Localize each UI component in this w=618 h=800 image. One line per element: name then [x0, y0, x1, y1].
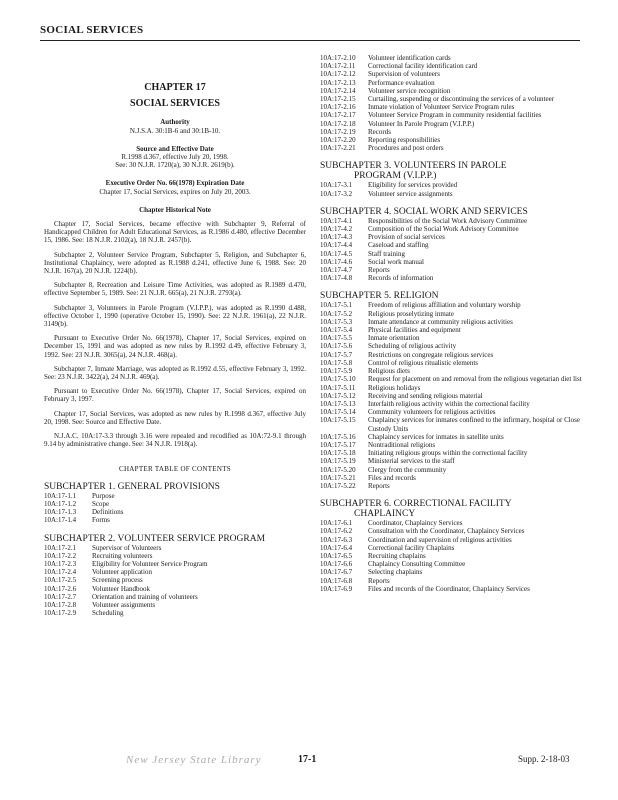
section-title: Religious holidays	[368, 383, 421, 392]
toc-entry	[320, 457, 584, 465]
section-title: Volunteer Handbook	[92, 584, 150, 593]
toc-entry	[44, 552, 306, 560]
section-number: 10A:17-2.9	[44, 609, 77, 618]
section-title: Records	[368, 127, 391, 136]
section-number: 10A:17-1.4	[44, 516, 77, 525]
toc-entry	[44, 568, 306, 576]
section-number: 10A:17-2.5	[44, 576, 77, 585]
section-title: Eligibility for services provided	[368, 181, 458, 190]
source-text-2: See: 30 N.J.R. 1720(a), 30 N.J.R. 2619(b).	[115, 161, 235, 170]
history-paragraph: N.J.A.C. 10A:17-3.3 through 3.16 were repealed and recodified as 10A:72-9.1 through 9.14 by administrative change. See: 34 N.J.R. 1918(a).	[44, 432, 306, 449]
subchapter-4-list	[320, 217, 584, 283]
supplement-date: Supp. 2-18-03	[518, 754, 570, 764]
toc-entry	[320, 351, 584, 359]
subchapter-5-list	[320, 301, 584, 490]
toc-entry	[320, 519, 584, 527]
toc-entry	[44, 560, 306, 568]
section-number: 10A:17-4.6	[320, 257, 353, 266]
toc-entry	[320, 301, 584, 309]
section-number: 10A:17-5.14	[320, 408, 356, 417]
history-paragraph: Subchapter 7, Inmate Marriage, was adopted as R.1992 d.55, effective February 3, 1992. See: 23 N.J.R. 3422(a), 24 N.J.R. 469(a).	[44, 364, 306, 382]
section-title: Files and records of the Coordinator, Chaplaincy Services	[368, 584, 530, 593]
toc-entry	[320, 225, 584, 233]
section-number: 10A:17-6.8	[320, 576, 353, 585]
section-number: 10A:17-5.7	[320, 350, 353, 359]
section-number: 10A:17-4.8	[320, 274, 353, 283]
section-number: 10A:17-5.9	[320, 367, 353, 376]
toc-entry	[320, 568, 584, 576]
section-number: 10A:17-2.8	[44, 600, 77, 609]
toc-entry	[320, 416, 584, 432]
toc-entry	[320, 190, 584, 198]
section-number: 10A:17-6.7	[320, 568, 353, 577]
section-title: Coordination and supervision of religious activities	[368, 535, 512, 544]
toc-entry	[44, 585, 306, 593]
section-number: 10A:17-4.1	[320, 216, 353, 225]
section-number: 10A:17-2.20	[320, 136, 356, 145]
toc-entry	[320, 111, 584, 119]
section-number: 10A:17-2.1	[44, 543, 77, 552]
section-number: 10A:17-6.3	[320, 535, 353, 544]
subchapter-2-continued-list	[320, 54, 584, 152]
section-title: Clergy from the community	[368, 465, 447, 474]
toc-entry	[320, 103, 584, 111]
section-number: 10A:17-5.1	[320, 301, 353, 310]
subchapter-6-title-line2: CHAPLAINCY	[354, 509, 416, 520]
section-title: Volunteer Service Program in community residential facilities	[368, 111, 542, 120]
section-title: Supervision of volunteers	[368, 70, 440, 79]
section-title: Receiving and sending religious material	[368, 391, 483, 400]
section-number: 10A:17-4.4	[320, 241, 353, 250]
right-column	[320, 54, 584, 593]
section-title: Eligibility for Volunteer Service Program	[92, 559, 208, 568]
section-title: Records of information	[368, 274, 434, 283]
section-number: 10A:17-6.1	[320, 519, 353, 528]
toc-entry	[320, 120, 584, 128]
section-number: 10A:17-4.7	[320, 266, 353, 275]
subchapter-3-title-line2: PROGRAM (V.I.P.P.)	[354, 171, 437, 182]
subchapter-6-title	[320, 499, 584, 519]
toc-entry	[44, 508, 306, 516]
section-title: Religious proselytizing inmate	[368, 309, 454, 318]
section-title: Religious diets	[368, 367, 410, 376]
section-title: Curtailing, suspending or discontinuing the services of a volunteer	[368, 95, 555, 104]
section-number: 10A:17-5.11	[320, 383, 356, 392]
toc-entry	[320, 367, 584, 375]
section-title: Scope	[92, 499, 110, 508]
section-number: 10A:17-2.6	[44, 584, 77, 593]
history-paragraph: Pursuant to Executive Order No. 66(1978), Chapter 17, Social Services, expired on December 15, 1991 and was adopted as new rules by R.1992 d.49, effective February 3, 1992. See: 23 N.J.R. 3065(a), 24 N.J.R. 468(a).	[44, 334, 306, 359]
toc-entry	[320, 359, 584, 367]
section-number: 10A:17-5.22	[320, 481, 356, 490]
subchapter-6-list	[320, 519, 584, 593]
section-title: Volunteer service assignments	[368, 189, 453, 198]
toc-entry	[320, 342, 584, 350]
toc-entry	[320, 136, 584, 144]
chapter-title: CHAPTER 17	[144, 82, 206, 93]
section-title: Orientation and training of volunteers	[92, 592, 198, 601]
section-title: Community volunteers for religious activities	[368, 408, 496, 417]
section-number: 10A:17-2.18	[320, 119, 356, 128]
toc-entry	[320, 544, 584, 552]
section-number: 10A:17-3.2	[320, 189, 353, 198]
section-title: Ministerial services to the staff	[368, 457, 455, 466]
section-title: Nontraditional religions	[368, 440, 436, 449]
section-number: 10A:17-5.17	[320, 440, 356, 449]
subchapter-6-title-line1: SUBCHAPTER 6. CORRECTIONAL FACILITY	[320, 499, 512, 510]
source-heading: Source and Effective Date	[136, 144, 214, 153]
toc-entry	[320, 334, 584, 342]
section-title: Volunteer In Parole Program (V.I.P.P.)	[368, 119, 475, 128]
section-title: Volunteer identification cards	[368, 54, 451, 62]
toc-entry	[320, 577, 584, 585]
toc-entry	[320, 79, 584, 87]
section-number: 10A:17-5.15	[320, 416, 356, 425]
section-title: Volunteer service recognition	[368, 86, 451, 95]
section-title: Correctional facility Chaplains	[368, 543, 455, 552]
section-number: 10A:17-2.13	[320, 78, 356, 87]
section-title: Scheduling	[92, 609, 124, 618]
toc-entry	[44, 609, 306, 617]
subchapter-3-list	[320, 181, 584, 197]
toc-entry	[320, 536, 584, 544]
toc-entry	[320, 384, 584, 392]
toc-entry	[320, 585, 584, 593]
toc-entry	[44, 576, 306, 584]
toc-entry	[320, 433, 584, 441]
section-title: Inmate violation of Volunteer Service Program rules	[368, 103, 515, 112]
toc-entry	[320, 54, 584, 62]
section-title: Responsibilities of the Social Work Advisory Committee	[368, 216, 528, 225]
section-title: Inmate orientation	[368, 334, 420, 343]
subchapter-2-title: SUBCHAPTER 2. VOLUNTEER SERVICE PROGRAM	[44, 533, 266, 544]
section-title: Request for placement on and removal from the religious vegetarian diet list	[368, 375, 582, 384]
section-title: Files and records	[368, 473, 416, 482]
toc-entry	[320, 474, 584, 482]
section-title: Selecting chaplains	[368, 568, 423, 577]
toc-entry	[320, 266, 584, 274]
section-number: 10A:17-2.15	[320, 95, 356, 104]
section-number: 10A:17-5.5	[320, 334, 353, 343]
section-number: 10A:17-6.9	[320, 584, 353, 593]
subchapter-3-title	[320, 161, 584, 181]
toc-entry	[44, 601, 306, 609]
toc-entry	[320, 274, 584, 282]
section-number: 10A:17-5.13	[320, 399, 356, 408]
subchapter-1-list	[44, 492, 306, 525]
section-title: Provision of social services	[368, 233, 445, 242]
toc-entry	[320, 95, 584, 103]
toc-entry	[320, 466, 584, 474]
left-column	[44, 54, 306, 617]
toc-entry	[320, 449, 584, 457]
toc-entry	[44, 500, 306, 508]
section-number: 10A:17-4.3	[320, 233, 353, 242]
section-number: 10A:17-6.4	[320, 543, 353, 552]
running-header: SOCIAL SERVICES	[40, 24, 144, 36]
library-stamp: New Jersey State Library	[126, 754, 262, 766]
section-number: 10A:17-4.2	[320, 225, 353, 234]
section-number: 10A:17-2.14	[320, 86, 356, 95]
history-paragraph: Subchapter 3, Volunteers in Parole Program (V.I.P.P.), was adopted as R.1990 d.488, effective October 1, 1990 (operative October 15, 1990). See: 22 N.J.R. 1961(a), 22 N.J.R. 3149(b).	[44, 303, 306, 329]
toc-entry	[320, 318, 584, 326]
section-title: Procedures and post orders	[368, 144, 444, 153]
toc-entry	[320, 217, 584, 225]
authority-heading: Authority	[160, 118, 190, 127]
section-number: 10A:17-1.2	[44, 499, 77, 508]
section-number: 10A:17-2.2	[44, 551, 77, 560]
eo-heading: Executive Order No. 66(1978) Expiration Date	[105, 179, 245, 188]
section-title: Inmate attendance at community religious activities	[368, 317, 513, 326]
history-paragraph: Subchapter 8, Recreation and Leisure Time Activities, was adopted as R.1989 d.470, effective September 5, 1989. See: 21 N.J.R. 665(a), 21 N.J.R. 2793(a).	[44, 281, 306, 298]
section-title: Recruiting volunteers	[92, 551, 153, 560]
subchapter-4-title: SUBCHAPTER 4. SOCIAL WORK AND SERVICES	[320, 206, 528, 217]
toc-entry	[320, 375, 584, 383]
section-title: Scheduling of religious activity	[368, 342, 457, 351]
section-number: 10A:17-2.16	[320, 103, 356, 112]
section-number: 10A:17-1.1	[44, 491, 77, 500]
history-paragraph: Chapter 17, Social Services, was adopted as new rules by R.1998 d.367, effective July 20, 1998. See: Source and Effective Date.	[44, 409, 306, 426]
section-number: 10A:17-2.19	[320, 127, 356, 136]
section-number: 10A:17-5.12	[320, 391, 356, 400]
section-title: Purpose	[92, 491, 115, 500]
section-number: 10A:17-5.20	[320, 465, 356, 474]
toc-entry	[320, 250, 584, 258]
section-number: 10A:17-5.4	[320, 326, 353, 335]
section-title: Chaplaincy services for inmates confined to the infirmary, hospital or Close Custody Units	[368, 416, 581, 433]
toc-entry	[320, 310, 584, 318]
toc-entry	[320, 560, 584, 568]
section-number: 10A:17-5.2	[320, 309, 353, 318]
section-number: 10A:17-2.17	[320, 111, 356, 120]
section-number: 10A:17-2.10	[320, 54, 356, 62]
section-number: 10A:17-2.4	[44, 568, 77, 577]
toc-entry	[320, 87, 584, 95]
section-title: Volunteer application	[92, 568, 152, 577]
section-title: Restrictions on congregate religious services	[368, 350, 494, 359]
section-title: Correctional facility identification card	[368, 62, 478, 71]
subchapter-3-title-line1: SUBCHAPTER 3. VOLUNTEERS IN PAROLE	[320, 161, 507, 172]
history-paragraph: Subchapter 2, Volunteer Service Program, Subchapter 5, Religion, and Subchapter 6, Institutional Chaplaincy, were adopted as R.1988 d.241, effective June 6, 1988. See: 20 N.J.R. 167(a), 20 N.J.R. 1224(b).	[44, 250, 306, 276]
section-title: Reports	[368, 266, 390, 275]
section-title: Coordinator, Chaplaincy Services	[368, 519, 463, 528]
section-title: Performance evaluation	[368, 78, 435, 87]
toc-entry	[320, 70, 584, 78]
section-number: 10A:17-2.7	[44, 592, 77, 601]
section-number: 10A:17-5.16	[320, 432, 356, 441]
toc-entry	[320, 326, 584, 334]
section-title: Definitions	[92, 508, 124, 517]
section-title: Consultation with the Coordinator, Chaplaincy Services	[368, 527, 525, 536]
section-number: 10A:17-6.6	[320, 560, 353, 569]
toc-entry	[320, 552, 584, 560]
section-number: 10A:17-3.1	[320, 181, 353, 190]
section-title: Physical facilities and equipment	[368, 326, 461, 335]
toc-entry	[320, 62, 584, 70]
section-number: 10A:17-5.6	[320, 342, 353, 351]
toc-entry	[320, 527, 584, 535]
section-title: Supervisor of Volunteers	[92, 543, 162, 552]
section-title: Social work manual	[368, 257, 424, 266]
source-text-1: R.1998 d.367, effective July 20, 1998.	[121, 153, 229, 162]
toc-entry	[44, 593, 306, 601]
toc-entry	[320, 144, 584, 152]
section-title: Staff training	[368, 249, 406, 258]
section-number: 10A:17-6.5	[320, 551, 353, 560]
section-number: 10A:17-2.21	[320, 144, 356, 153]
subchapter-5-title: SUBCHAPTER 5. RELIGION	[320, 291, 439, 302]
section-title: Interfaith religious activity within the correctional facility	[368, 399, 530, 408]
page-number: 17-1	[298, 754, 317, 765]
section-number: 10A:17-1.3	[44, 508, 77, 517]
section-title: Recruiting chaplains	[368, 551, 426, 560]
section-number: 10A:17-4.5	[320, 249, 353, 258]
section-number: 10A:17-5.21	[320, 473, 356, 482]
section-title: Reporting responsibilities	[368, 136, 441, 145]
toc-entry	[320, 128, 584, 136]
section-number: 10A:17-5.18	[320, 449, 356, 458]
section-title: Volunteer assignments	[92, 600, 156, 609]
section-title: Chaplaincy Consulting Committee	[368, 560, 466, 569]
section-number: 10A:17-5.3	[320, 317, 353, 326]
toc-entry	[320, 482, 584, 490]
header-rule	[40, 40, 580, 41]
section-title: Screening process	[92, 576, 143, 585]
toc-entry	[320, 181, 584, 189]
history-paragraph: Chapter 17, Social Services, became effective with Subchapter 9, Referral of Handicapped Children for Adult Educational Services, as R.1986 d.480, effective December 15, 1986. See: 18 N.J.R. 2102(a), 18 N.J.R. 2457(b).	[44, 220, 306, 245]
subchapter-1-title: SUBCHAPTER 1. GENERAL PROVISIONS	[44, 481, 220, 492]
section-title: Composition of the Social Work Advisory Committee	[368, 225, 519, 234]
eo-text: Chapter 17, Social Services, expires on July 20, 2003.	[99, 187, 251, 196]
section-title: Freedom of religious affiliation and voluntary worship	[368, 301, 521, 310]
section-title: Initiating religious groups within the correctional facility	[368, 449, 528, 458]
section-number: 10A:17-2.3	[44, 559, 77, 568]
section-number: 10A:17-5.8	[320, 358, 353, 367]
history-notes	[44, 220, 306, 448]
section-title: Reports	[368, 481, 390, 490]
toc-entry	[44, 516, 306, 524]
toc-entry	[320, 400, 584, 408]
toc-entry	[320, 441, 584, 449]
history-paragraph: Pursuant to Executive Order No. 66(1978), Chapter 17, Social Services, expired on February 3, 1997.	[44, 387, 306, 404]
chapter-subtitle: SOCIAL SERVICES	[130, 98, 220, 110]
toc-entry	[320, 258, 584, 266]
toc-entry	[320, 241, 584, 249]
section-title: Control of religious ritualistic elements	[368, 358, 479, 367]
toc-entry	[320, 392, 584, 400]
authority-text: N.J.S.A. 30:1B-6 and 30:1B-10.	[129, 126, 221, 135]
toc-entry	[320, 408, 584, 416]
subchapter-2-list	[44, 544, 306, 618]
section-title: Caseload and staffing	[368, 241, 429, 250]
toc-entry	[44, 492, 306, 500]
toc-entry	[320, 233, 584, 241]
section-number: 10A:17-2.11	[320, 62, 356, 71]
toc-entry	[44, 544, 306, 552]
section-number: 10A:17-5.19	[320, 457, 356, 466]
toc-heading: CHAPTER TABLE OF CONTENTS	[118, 464, 231, 473]
section-number: 10A:17-5.10	[320, 375, 356, 384]
history-heading: Chapter Historical Note	[139, 205, 211, 214]
section-title: Forms	[92, 516, 110, 525]
section-number: 10A:17-2.12	[320, 70, 356, 79]
section-title: Chaplaincy services for inmates in satellite units	[368, 432, 504, 441]
section-number: 10A:17-6.2	[320, 527, 353, 536]
section-title: Reports	[368, 576, 390, 585]
